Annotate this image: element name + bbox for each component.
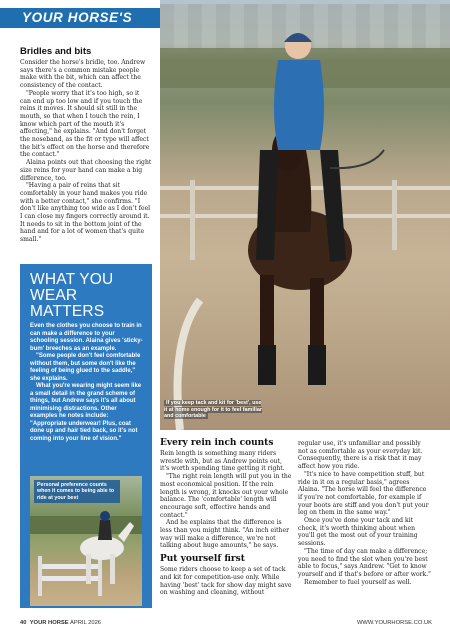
bridles-paragraph: Alaina points out that choosing the right size reins for your hand can make a big difference, too.: [20, 159, 152, 182]
jump-wing: [98, 556, 102, 596]
wear-matters-paragraph: "Some people don't feel comfortable without them, but some don't like the feeling of being glued to the saddle," she explains.: [30, 353, 141, 382]
rein-heading: Every rein inch counts: [160, 438, 274, 448]
right-paragraph: Remember to fuel yourself as well.: [304, 578, 412, 586]
right-paragraph: "The time of day can make a difference; you need to find the slot when you're best able to focus," says Andrew. "Get to know yourself and if that's before or after work.": [298, 547, 431, 578]
magazine-name: YOUR HORSE: [29, 620, 69, 626]
wear-matters-intro: Even the clothes you choose to train in can make a difference to your schooling session. Alaina gives 'sticky-bum' breeches as an example.: [30, 323, 143, 352]
right-column-body: [298, 440, 432, 586]
rein-body: [160, 450, 292, 550]
right-column: [298, 440, 432, 586]
bridles-heading: Bridles and bits: [20, 46, 92, 57]
inset-rider: [98, 520, 112, 540]
bridles-section: [20, 46, 152, 244]
page-footer: [0, 617, 450, 631]
put-yourself-first-heading: Put yourself first: [160, 554, 245, 565]
wear-matters-title: [20, 264, 152, 323]
inset-horse-leg: [86, 554, 91, 584]
inset-caption: Personal preference counts when it comes to being able to ride at your best: [34, 480, 120, 503]
wear-matters-body: [20, 353, 152, 443]
rider-jacket: [274, 60, 324, 150]
rein-paragraph: Rein length is something many riders wrestle with, but as Andrew points out, it's worth spending time getting it right.: [160, 450, 285, 473]
horse-boot: [308, 345, 326, 385]
bridles-paragraph: Consider the horse's bridle, too. Andrew says there's a common mistake people make with the bit, which can affect the consistency of the contact.: [20, 59, 146, 90]
rein-section: [160, 438, 292, 597]
footer-folio: [20, 620, 101, 626]
rider-horse-photo: [160, 0, 450, 430]
put-yourself-first-body: [160, 566, 292, 597]
right-paragraph: Once you've done your tack and kit check, it's worth thinking about when you'll get the most out of your training sessions.: [298, 517, 418, 548]
inset-horse-leg: [110, 554, 115, 584]
inset-rider-helmet: [100, 511, 110, 521]
rein-paragraph: "The right rein length will put you in the most economical position. If the rein length is wrong, it knocks out your whole balance. The 'comfortable' length will encourage soft, effective hands and contact.": [160, 473, 292, 519]
wear-matters-title-line: WHAT YOU: [30, 271, 114, 288]
bridles-paragraph: "People worry that it's too high, so it can end up too low and if you touch the reins it moves. It should sit still in the mouth, so that when I touch the rein, I know which part of the mouth it's affecting," he explains. "And don't forget the noseband, as the fit or type will affect the bit's effect on the horse and therefore the contact.": [20, 89, 150, 159]
rein-paragraph: And he explains that the difference is less than you might think. "An inch either way will make a difference, we're not talking about huge amounts," he says.: [160, 519, 290, 550]
rider-helmet: [284, 33, 312, 42]
wear-matters-box: [20, 264, 152, 608]
photo-caption: If you keep tack and kit for 'best', use it at home enough for it to feel familiar and comfortable: [164, 400, 262, 420]
website-url: WWW.YOURHORSE.CO.UK: [356, 620, 432, 626]
page-number: 40: [20, 620, 27, 626]
section-header: YOUR HORSE'S TRAINING: [0, 8, 160, 28]
wear-matters-paragraph: What you're wearing might seem like a small detail in the grand scheme of things, but Andrew says it's all about minimising distractions. Other examples he notes include: "Appropriate underwear! Plus, coat done up and hair tied back, so it's not coming into your line of vision.": [30, 383, 142, 442]
issue-date: APRIL 2026: [69, 620, 102, 626]
horse-boot: [258, 345, 276, 385]
wear-matters-title-line: WEAR MATTERS: [30, 287, 105, 320]
right-paragraph: "It's nice to have competition stuff, but ride in it on a regular basis," agrees Alaina. "The horse will feel the difference if you're not comfortable, for example if your boots are stiff and you don't put your leg on them in the same way.": [298, 470, 429, 517]
jump-wing: [38, 556, 42, 596]
right-paragraph: regular use, it's unfamiliar and possibly not as comfortable as your everyday kit. Consequently, there is a risk that it may affect how you ride.: [298, 440, 423, 471]
put-yourself-first-paragraph: Some riders choose to keep a set of tack and kit for competition-use only. While having 'best' tack for show day might save on washing and cleaning, without: [160, 566, 292, 597]
rider-illustration: [160, 0, 450, 430]
inset-jump-photo: [30, 476, 142, 606]
bridles-body: [20, 59, 152, 244]
bridles-paragraph: "Having a pair of reins that sit comfortably in your hand makes you ride with a better contact," she confirms. "I don't like anything too wide as I don't feel I can close my fingers correctly around it. It needs to sit in the bottom joint of the hand and for a lot of women that's quite small.": [20, 182, 151, 244]
